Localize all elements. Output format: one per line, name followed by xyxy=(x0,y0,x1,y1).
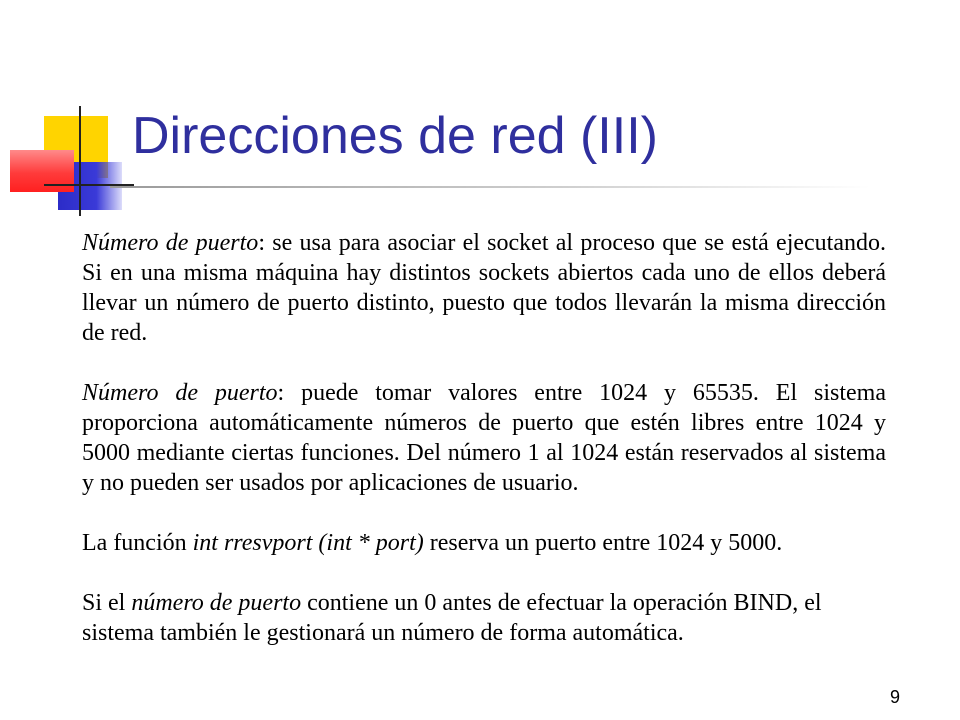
page-number: 9 xyxy=(889,687,900,707)
vertical-line-decoration xyxy=(79,106,81,216)
italic-term: número de puerto xyxy=(131,590,302,616)
paragraph-text-before: Si el xyxy=(82,590,132,616)
slide-title: Direcciones de red (III) xyxy=(132,107,658,165)
paragraph-bind-zero xyxy=(82,588,886,648)
italic-term: Número de puerto xyxy=(82,380,278,406)
paragraph-text: : puede tomar valores entre 1024 y 65535. El sistema proporciona automáticamente números de puerto que estén libres entre 1024 y 5000 mediante ciertas funciones. Del número 1 al 1024 están reservados al sistema y no pueden ser usados por aplicaciones de usuario. xyxy=(82,380,886,496)
slide-body xyxy=(82,228,886,678)
function-signature: int rresvport (int * port) xyxy=(192,530,424,556)
paragraph-text-after: contiene un 0 antes de efectuar la operación BIND, el sistema también le gestionará un número de forma automática. xyxy=(82,590,822,646)
paragraph-port-purpose xyxy=(82,228,886,348)
title-underline xyxy=(110,186,870,188)
paragraph-rresvport xyxy=(82,528,886,558)
paragraph-port-range xyxy=(82,378,886,498)
paragraph-text-before: La función xyxy=(82,530,193,556)
paragraph-text: : se usa para asociar el socket al proceso que se está ejecutando. Si en una misma máquina hay distintos sockets abiertos cada uno de ellos deberá llevar un número de puerto distinto, puesto que todos llevarán la misma dirección de red. xyxy=(82,230,886,346)
paragraph-text-after: reserva un puerto entre 1024 y 5000. xyxy=(423,530,783,556)
italic-term: Número de puerto xyxy=(82,230,259,256)
